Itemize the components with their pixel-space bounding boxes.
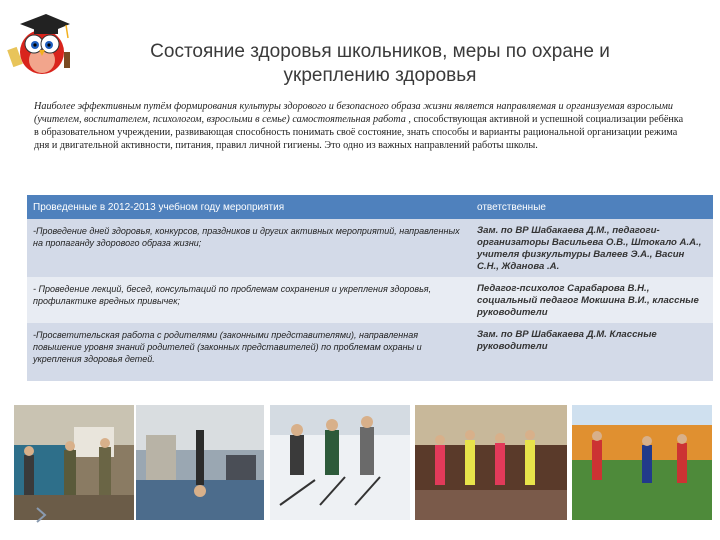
table-row	[27, 219, 713, 277]
table-row	[27, 323, 713, 381]
events-table	[27, 195, 713, 381]
event-cell: - Проведение лекций, бесед, консультаций по проблемам сохранения и укрепления здоровья, профилактике вредных привычек;	[27, 277, 471, 323]
photo-fire-drill	[14, 405, 134, 520]
responsible-cell: Педагог-психолог Сарабарова В.Н., социальный педагог Мокшина В.И., классные руководители	[471, 277, 713, 323]
responsible-cell: Зам. по ВР Шабакаева Д.М. Классные руководители	[471, 323, 713, 381]
event-cell: -Проведение дней здоровья, конкурсов, праздников и других активных мероприятий, направленных на пропаганду здорового образа жизни;	[27, 219, 471, 277]
header-responsible: ответственные	[471, 195, 713, 219]
responsible-cell: Зам. по ВР Шабакаева Д.М., педагоги-организаторы Васильева О.В., Штокало А.А., учителя физкультуры Валеев Э.А., Васин С.Н., Жданова .А.	[471, 219, 713, 277]
header-events: Проведенные в 2012-2013 учебном году мероприятия	[27, 195, 471, 219]
photo-skiing	[270, 405, 410, 520]
chevron-right-icon[interactable]	[34, 505, 48, 525]
title-line-2: укреплению здоровья	[283, 65, 477, 86]
intro-regular-text: способствующая активной и успешной социализации ребёнка в образовательном учреждении, развивающая способность понимать своё состояние, знать способы и варианты рациональной организации режима дня и двигательной активности, питания, правил личной гигиены. Это одно из важных направлений работы школы.	[34, 114, 684, 151]
table-row	[27, 277, 713, 323]
owl-logo-icon	[6, 8, 76, 78]
table-header-row	[27, 195, 713, 219]
title-line-1: Состояние здоровья школьников, меры по охране и	[150, 41, 610, 62]
intro-paragraph	[34, 100, 689, 152]
photo-gymnastics	[136, 405, 264, 520]
page-title	[100, 40, 660, 88]
event-cell: -Просветительская работа с родителями (законными представителями), направленная повышение уровня знаний родителей (законных представителей) по проблемам охраны и укрепления здоровья детей.	[27, 323, 471, 381]
photo-dance-performance	[415, 405, 567, 520]
photo-football	[572, 405, 712, 520]
intro-italic-text: Наиболее эффективным путём формирования культуры здорового и безопасного образа жизни является направляемая и организуемая взрослыми (учителем, воспитателем, психологом, взрослыми в семье) самостоятельная работа ,	[34, 101, 674, 125]
